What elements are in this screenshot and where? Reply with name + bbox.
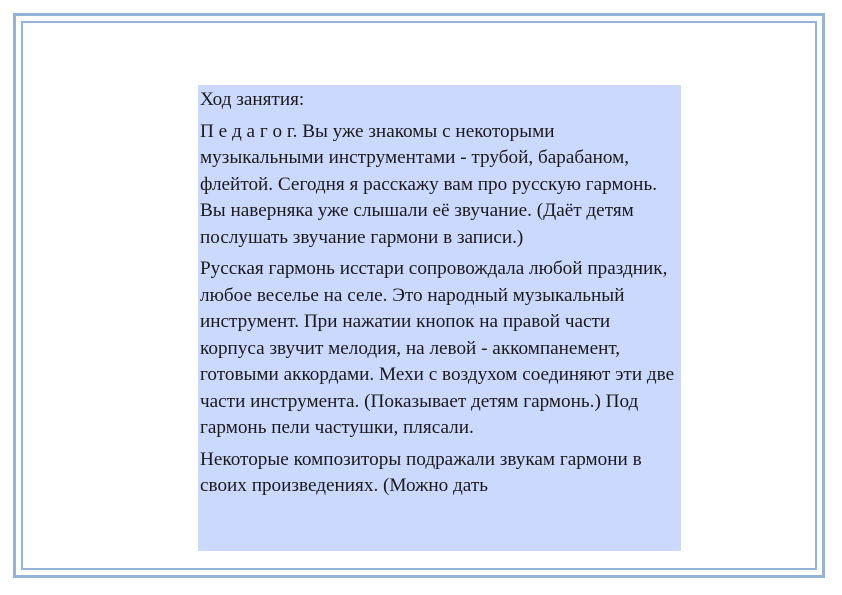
lesson-heading: Ход занятия: — [200, 89, 305, 110]
paragraph-text: Вы уже знакомы с некоторыми музыкальными инструментами - трубой, барабаном, флейтой. Сегодня я расскажу вам про русскую гармонь. Вы наверняка уже слышали её звучание. (Даёт детям послушать звучание гармони в записи.) — [200, 120, 657, 248]
lesson-text-box — [198, 85, 681, 551]
speaker-label: П е д а г о г. — [200, 120, 298, 142]
paragraph-composers: Некоторые композиторы подражали звукам гармони в своих произведениях. (Можно дать — [200, 448, 642, 496]
paragraph-teacher-intro — [200, 119, 678, 252]
paragraph-harmonica-history: Русская гармонь исстари сопровождала любой праздник, любое веселье на селе. Это народный музыкальный инструмент. При нажатии кнопок на правой части корпуса звучит мелодия, на левой - аккомпанемент, готовыми аккордами. Мехи с воздухом соединяют эти две части инструмента. (Показывает детям гармонь.) Под гармонь пели частушки, плясали. — [200, 258, 675, 438]
